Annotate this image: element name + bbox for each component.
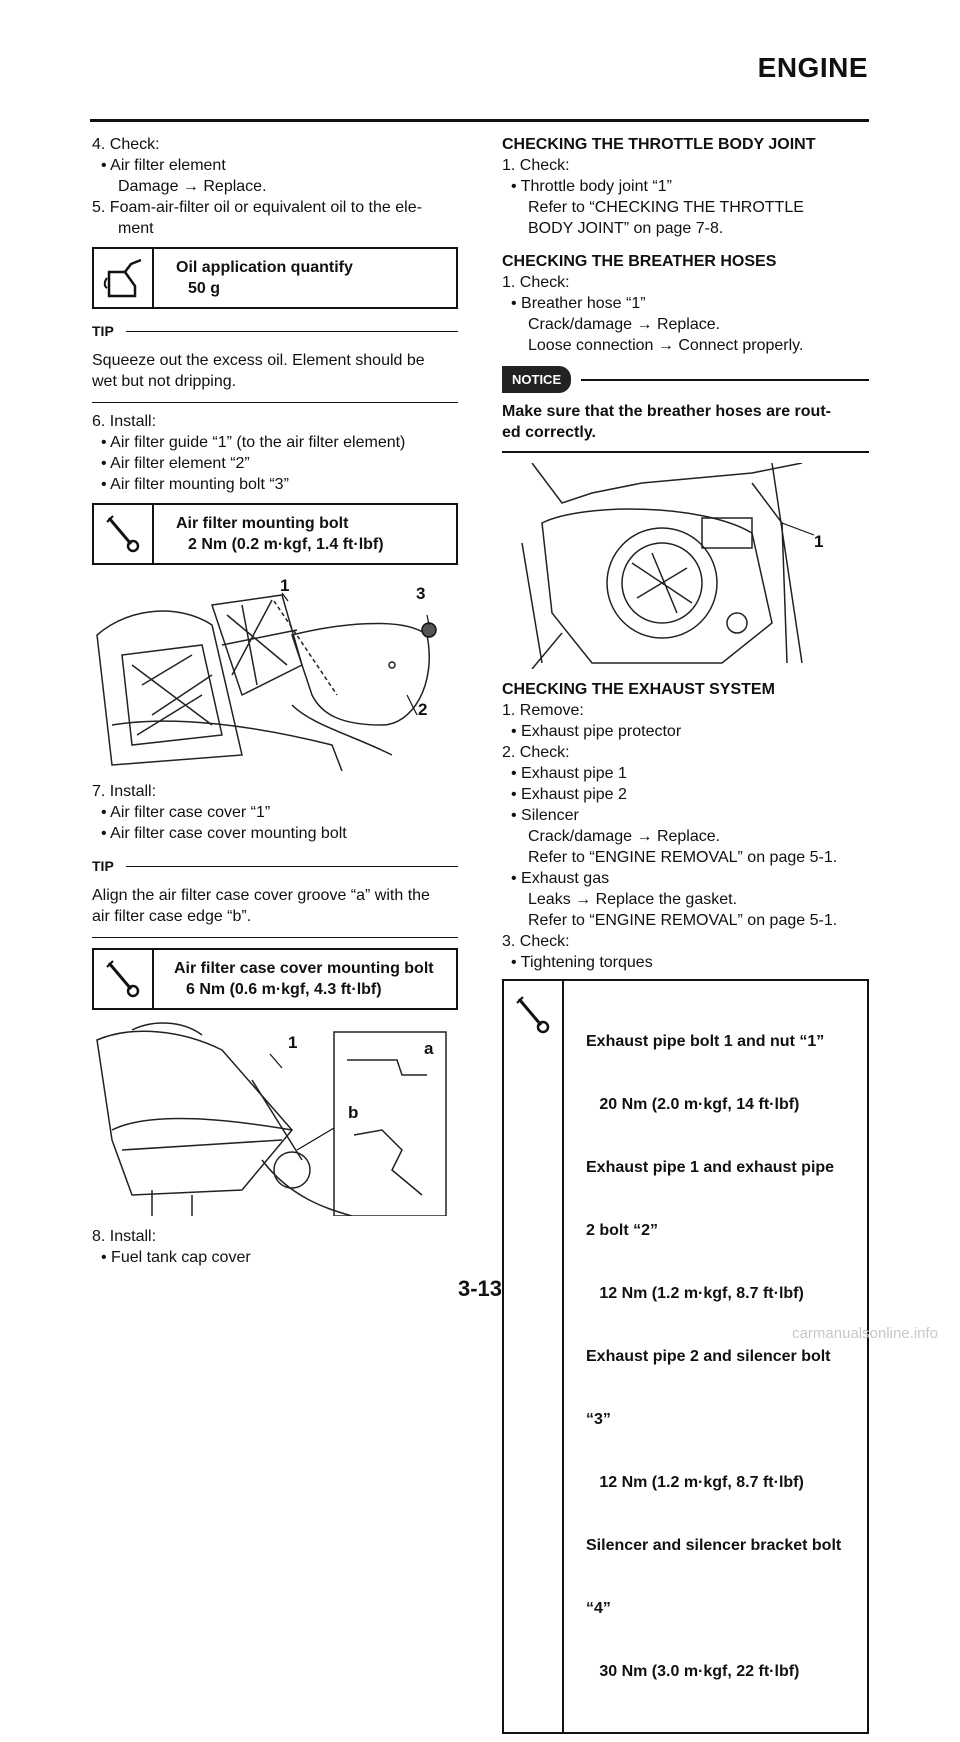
breather-step-1: 1. Check: [502, 274, 570, 291]
torque-line: Exhaust pipe 1 and exhaust pipe [586, 1159, 835, 1176]
spec-exhaust-torques [502, 979, 869, 1734]
tip-1-label: TIP [92, 323, 114, 339]
spec-oil-title: Oil application quantify [176, 259, 353, 276]
exhaust-item: • Silencer [511, 807, 579, 824]
air-filter-figure [92, 575, 458, 771]
torque-line: “3” [586, 1411, 611, 1428]
callout-1: 1 [814, 532, 824, 551]
torque-wrench-icon [504, 981, 564, 1732]
watermark-url: carmanualsonline.info [792, 1325, 938, 1342]
callout-2: 2 [418, 700, 428, 719]
step-8: 8. Install: [92, 1228, 157, 1245]
heading-breather-hoses: CHECKING THE BREATHER HOSES [502, 253, 777, 270]
right-column [502, 134, 869, 1742]
callout-3: 3 [416, 584, 426, 603]
breather-sub-1: Crack/damage → Replace. [528, 316, 721, 333]
throttle-ref-a: Refer to “CHECKING THE THROTTLE [528, 199, 804, 216]
engine-illustration [502, 463, 869, 669]
torque-line: 30 Nm (3.0 m·kgf, 22 ft·lbf) [586, 1663, 800, 1680]
callout-a: a [424, 1039, 434, 1058]
exhaust-gas-item: • Exhaust gas [511, 870, 610, 887]
torque-line: “4” [586, 1600, 611, 1617]
tip-1-body [92, 350, 458, 403]
spec-oil-quantity [92, 247, 458, 309]
throttle-ref-b: BODY JOINT” on page 7-8. [528, 220, 724, 237]
left-column [92, 134, 458, 1268]
header-rule [90, 119, 869, 122]
step-4: 4. Check: [92, 136, 160, 153]
breather-sub-2: Loose connection → Connect properly. [528, 337, 804, 354]
spec-mount-title: Air filter mounting bolt [176, 515, 349, 532]
tip-1-line-b: wet but not dripping. [92, 373, 237, 390]
spec-mounting-bolt [92, 503, 458, 565]
step-7: 7. Install: [92, 783, 157, 800]
spec-cover-value: 6 Nm (0.6 m·kgf, 4.3 ft·lbf) [186, 981, 382, 998]
torque-line: 12 Nm (1.2 m·kgf, 8.7 ft·lbf) [586, 1474, 804, 1491]
step-7-item: • Air filter case cover “1” [101, 804, 271, 821]
spec-mount-value: 2 Nm (0.2 m·kgf, 1.4 ft·lbf) [188, 536, 384, 553]
exhaust-step-3: 3. Check: [502, 933, 570, 950]
breather-item: • Breather hose “1” [511, 295, 646, 312]
step-6-item: • Air filter guide “1” (to the air filter element) [101, 434, 406, 451]
exhaust-gas-sub-1: Leaks → Replace the gasket. [528, 891, 738, 908]
torque-line: Exhaust pipe bolt 1 and nut “1” [586, 1033, 825, 1050]
tip-1-header [92, 321, 458, 342]
step-5-line-a: 5. Foam-air-filter oil or equivalent oil to the ele- [92, 199, 422, 216]
notice-body [502, 401, 869, 453]
tip-2-line-b: air filter case edge “b”. [92, 908, 252, 925]
spec-cover-bolt [92, 948, 458, 1010]
section-title: ENGINE [757, 52, 868, 83]
step-5-line-b: ment [118, 220, 154, 237]
torque-wrench-icon [94, 505, 154, 563]
torque-line: 20 Nm (2.0 m·kgf, 14 ft·lbf) [586, 1096, 800, 1113]
tip-2-label: TIP [92, 858, 114, 874]
exhaust-step-1: 1. Remove: [502, 702, 584, 719]
exhaust-item: • Exhaust pipe 2 [511, 786, 627, 803]
step-6-item: • Air filter element “2” [101, 455, 250, 472]
torque-line: Exhaust pipe 2 and silencer bolt [586, 1348, 831, 1365]
step-4-sub: Damage → Replace. [118, 178, 267, 195]
step-6-item: • Air filter mounting bolt “3” [101, 476, 289, 493]
throttle-step-1: 1. Check: [502, 157, 570, 174]
heading-exhaust-system: CHECKING THE EXHAUST SYSTEM [502, 681, 775, 698]
torque-line: 12 Nm (1.2 m·kgf, 8.7 ft·lbf) [586, 1285, 804, 1302]
spec-oil-value: 50 g [188, 280, 221, 297]
callout-1: 1 [280, 576, 290, 595]
step-7-item: • Air filter case cover mounting bolt [101, 825, 347, 842]
exhaust-item: • Exhaust pipe 1 [511, 765, 627, 782]
notice-badge: NOTICE [502, 366, 571, 393]
throttle-item: • Throttle body joint “1” [511, 178, 672, 195]
case-cover-illustration [92, 1020, 458, 1216]
oil-can-icon [94, 249, 154, 307]
tip-2-body [92, 885, 458, 938]
silencer-sub-1: Crack/damage → Replace. [528, 828, 721, 845]
tip-2-line-a: Align the air filter case cover groove “a” with the [92, 887, 430, 904]
notice-line-a: Make sure that the breather hoses are rout- [502, 403, 831, 420]
exhaust-gas-sub-2: Refer to “ENGINE REMOVAL” on page 5-1. [528, 912, 838, 929]
notice-header [502, 366, 869, 393]
case-cover-figure [92, 1020, 458, 1216]
torque-line: Silencer and silencer bracket bolt [586, 1537, 842, 1554]
torque-line: 2 bolt “2” [586, 1222, 659, 1239]
notice-line-b: ed correctly. [502, 424, 596, 441]
heading-throttle-body: CHECKING THE THROTTLE BODY JOINT [502, 136, 816, 153]
callout-1: 1 [288, 1033, 298, 1052]
spec-cover-title: Air filter case cover mounting bolt [174, 960, 434, 977]
tip-2-header [92, 856, 458, 877]
step-8-item: • Fuel tank cap cover [101, 1249, 251, 1266]
silencer-sub-2: Refer to “ENGINE REMOVAL” on page 5-1. [528, 849, 838, 866]
exhaust-step-3-item: • Tightening torques [511, 954, 653, 971]
exhaust-step-1-item: • Exhaust pipe protector [511, 723, 682, 740]
step-4-item: • Air filter element [101, 157, 226, 174]
callout-b: b [348, 1103, 359, 1122]
air-filter-illustration [92, 575, 458, 771]
step-6: 6. Install: [92, 413, 157, 430]
torque-wrench-icon [94, 950, 154, 1008]
page-number: 3-13 [457, 1276, 503, 1301]
tip-1-line-a: Squeeze out the excess oil. Element should be [92, 352, 425, 369]
exhaust-step-2: 2. Check: [502, 744, 570, 761]
breather-hose-figure [502, 463, 869, 669]
